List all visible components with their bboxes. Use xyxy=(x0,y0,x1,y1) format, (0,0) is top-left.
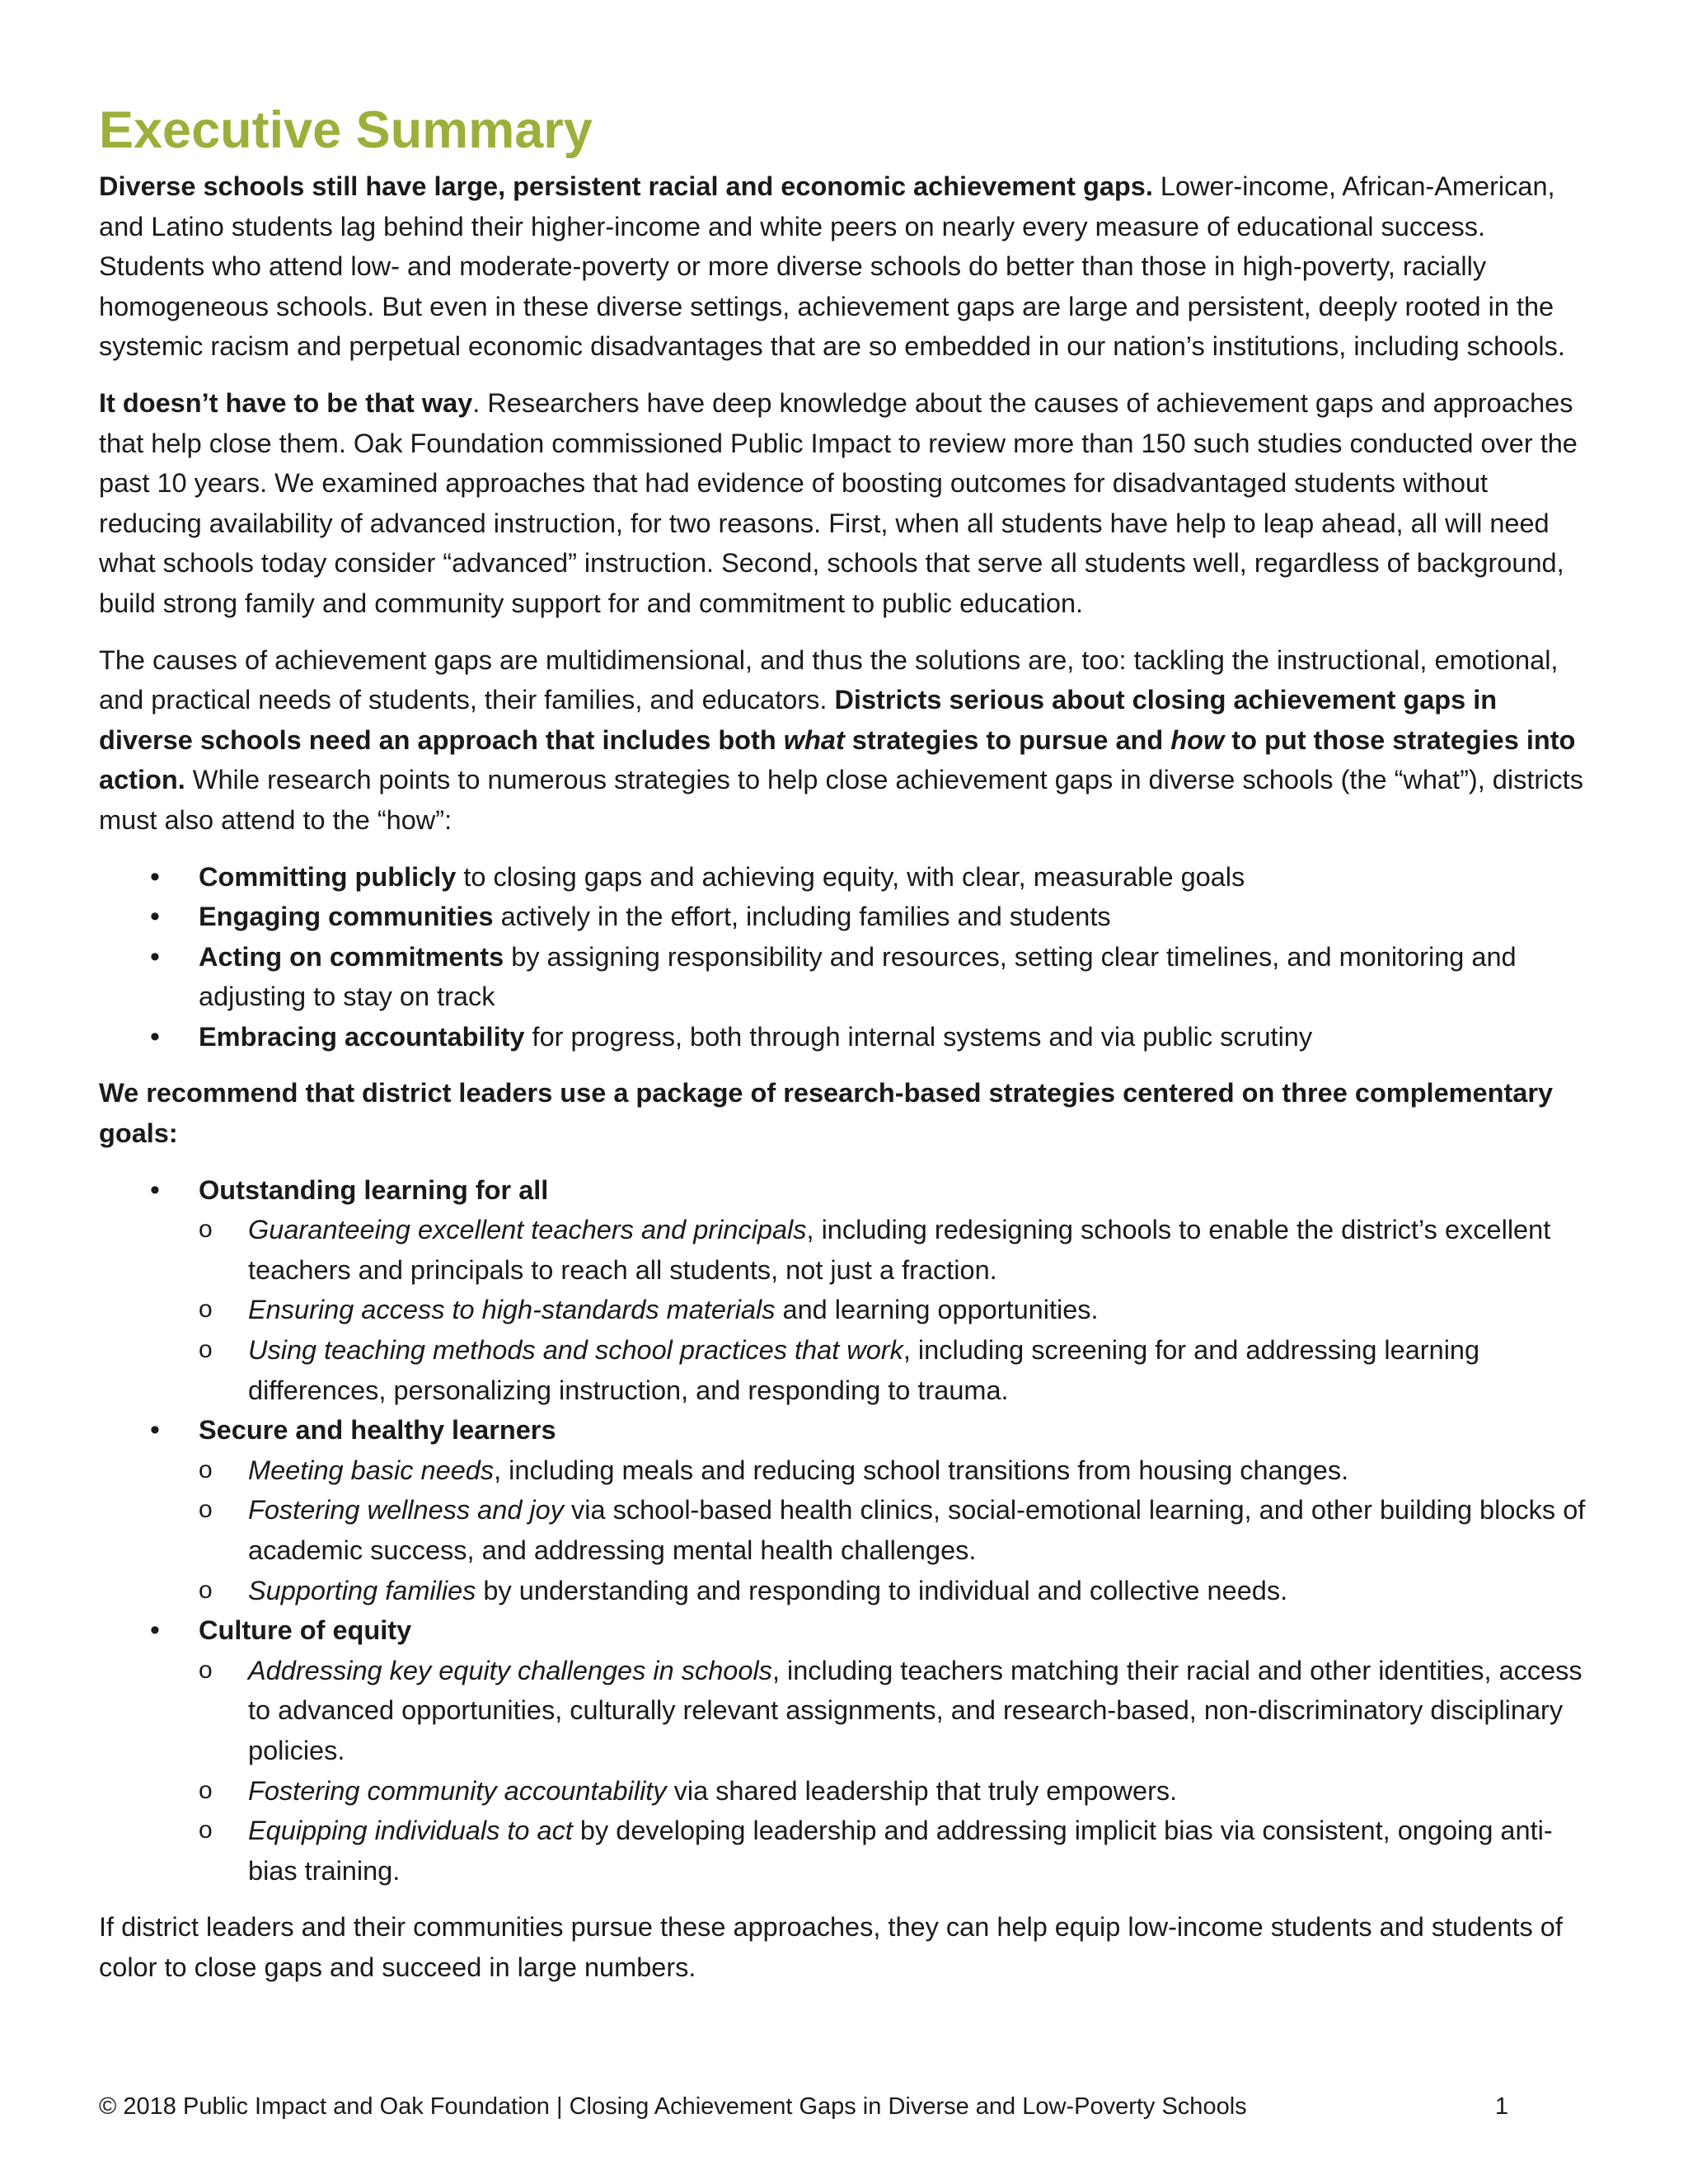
goal-item xyxy=(99,1170,1591,1411)
page-title: Executive Summary xyxy=(99,101,593,159)
document-page xyxy=(99,97,1591,2004)
strategy-text: , including teachers matching their racial and other identities, access to advanced opportunities, culturally relevant assignments, and research-based, non-discriminatory disciplinary policies. xyxy=(248,1655,1582,1765)
strategy-item xyxy=(199,1771,1591,1811)
how-list-item xyxy=(99,897,1591,937)
how-item-text: to closing gaps and achieving equity, with clear, measurable goals xyxy=(456,861,1245,892)
strategy-text: via school-based health clinics, social-emotional learning, and other building blocks of academic success, and addressing mental health challenges. xyxy=(248,1495,1586,1565)
strategy-item xyxy=(199,1811,1591,1891)
goal-strategies xyxy=(199,1210,1591,1410)
goal-title: Secure and healthy learners xyxy=(199,1415,556,1446)
how-list-item xyxy=(99,937,1591,1017)
strategy-item xyxy=(199,1571,1591,1611)
how-list-item xyxy=(99,857,1591,898)
strategy-name: Ensuring access to high-standards materials xyxy=(248,1295,776,1325)
causes-bold-part-3: to put those strategies into action. xyxy=(99,724,1576,795)
strategy-text: , including screening for and addressing learning differences, personalizing instruction, and responding to trauma. xyxy=(248,1335,1480,1405)
paragraph-causes-intro: The causes of achievement gaps are multidimensional, and thus the solutions are, too: tackling the instructional, emotional, and practical needs of students, their families, and educators. xyxy=(99,644,1559,715)
strategy-text: by developing leadership and addressing implicit bias via consistent, ongoing anti-bias training. xyxy=(248,1816,1553,1886)
strategy-text: and learning opportunities. xyxy=(775,1295,1099,1325)
strategy-name: Meeting basic needs xyxy=(248,1455,495,1485)
strategy-item xyxy=(199,1330,1591,1410)
strategy-name: Using teaching methods and school practices that work xyxy=(248,1335,903,1366)
strategy-name: Equipping individuals to act xyxy=(248,1816,573,1846)
strategy-item xyxy=(199,1451,1591,1491)
strategy-item xyxy=(199,1210,1591,1290)
how-item-text: by assigning responsibility and resources, setting clear timelines, and monitoring and adjusting to stay on track xyxy=(199,941,1517,1012)
how-item-text: for progress, both through internal systems and via public scrutiny xyxy=(524,1021,1313,1052)
causes-bold-italic-how: how xyxy=(1170,724,1225,755)
goal-item xyxy=(99,1410,1591,1610)
how-item-lead: Committing publicly xyxy=(199,861,457,892)
strategy-text: , including meals and reducing school transitions from housing changes. xyxy=(494,1455,1349,1485)
how-item-text: actively in the effort, including families and students xyxy=(493,902,1111,932)
strategy-name: Fostering wellness and joy xyxy=(248,1495,564,1526)
causes-bold-part-2: strategies to pursue and xyxy=(844,724,1171,755)
goal-title: Outstanding learning for all xyxy=(199,1174,549,1205)
paragraph-research-lead: It doesn’t have to be that way xyxy=(99,387,473,418)
goal-strategies xyxy=(199,1651,1591,1891)
paragraph-research-body: . Researchers have deep knowledge about the causes of achievement gaps and approaches that help close them. Oak Foundation commissioned Public Impact to review more than 150 such studies conducted over the past 10 years. We examined approaches that had evidence of boosting outcomes for disadvantaged students without reducing availability of advanced instruction, for two reasons. First, when all students have help to leap ahead, all will need what schools today consider “advanced” instruction. Second, schools that serve all students well, regardless of background, build strong family and community support for and commitment to public education. xyxy=(99,387,1578,618)
strategy-item xyxy=(199,1490,1591,1570)
strategy-text: by understanding and responding to individual and collective needs. xyxy=(476,1575,1288,1605)
paragraph-gaps-lead: Diverse schools still have large, persistent racial and economic achievement gaps. xyxy=(99,171,1153,201)
goals-list xyxy=(99,1170,1591,1891)
strategy-name: Supporting families xyxy=(248,1575,476,1605)
how-item-lead: Acting on commitments xyxy=(199,941,504,972)
strategy-item xyxy=(199,1290,1591,1330)
strategy-text: via shared leadership that truly empowers. xyxy=(666,1775,1178,1806)
causes-bold-italic-what: what xyxy=(783,724,845,755)
paragraph-gaps xyxy=(99,166,1591,367)
footer-text: © 2018 Public Impact and Oak Foundation | Closing Achievement Gaps in Diverse and Low-Poverty Schools xyxy=(99,2093,1247,2120)
strategy-item xyxy=(199,1651,1591,1771)
closing-paragraph: If district leaders and their communities pursue these approaches, they can help equip low-income students and students of color to close gaps and succeed in large numbers. xyxy=(99,1912,1563,1982)
strategy-text: , including redesigning schools to enable the district’s excellent teachers and principals to reach all students, not just a fraction. xyxy=(248,1215,1551,1285)
paragraph-causes xyxy=(99,640,1591,841)
paragraph-causes-rest: While research points to numerous strategies to help close achievement gaps in diverse schools (the “what”), districts must also attend to the “how”: xyxy=(99,765,1583,835)
strategy-name: Guaranteeing excellent teachers and principals xyxy=(248,1215,807,1245)
page-footer xyxy=(99,2090,1508,2123)
how-list xyxy=(99,857,1591,1057)
how-item-lead: Engaging communities xyxy=(199,902,494,932)
goal-item xyxy=(99,1610,1591,1891)
strategy-name: Addressing key equity challenges in schools xyxy=(248,1655,772,1685)
recommendation-text: We recommend that district leaders use a package of research-based strategies centered on three complementary goals: xyxy=(99,1078,1554,1149)
strategy-name: Fostering community accountability xyxy=(248,1775,667,1806)
paragraph-gaps-body: Lower-income, African-American, and Latino students lag behind their higher-income and white peers on nearly every measure of educational success. Students who attend low- and moderate-poverty or more diverse schools do better than those in high-poverty, racially homogeneous schools. But even in these diverse settings, achievement gaps are large and persistent, deeply rooted in the systemic racism and perpetual economic disadvantages that are so embedded in our nation’s institutions, including schools. xyxy=(99,171,1565,362)
paragraph-research xyxy=(99,383,1591,624)
causes-bold-part-1: Districts serious about closing achievement gaps in diverse schools need an approach that includes both xyxy=(99,685,1498,755)
goal-title: Culture of equity xyxy=(199,1615,412,1646)
goal-strategies xyxy=(199,1451,1591,1610)
how-item-lead: Embracing accountability xyxy=(199,1021,525,1052)
how-list-item xyxy=(99,1017,1591,1057)
recommendation-heading xyxy=(99,1073,1591,1153)
page-number: 1 xyxy=(1494,2093,1508,2120)
